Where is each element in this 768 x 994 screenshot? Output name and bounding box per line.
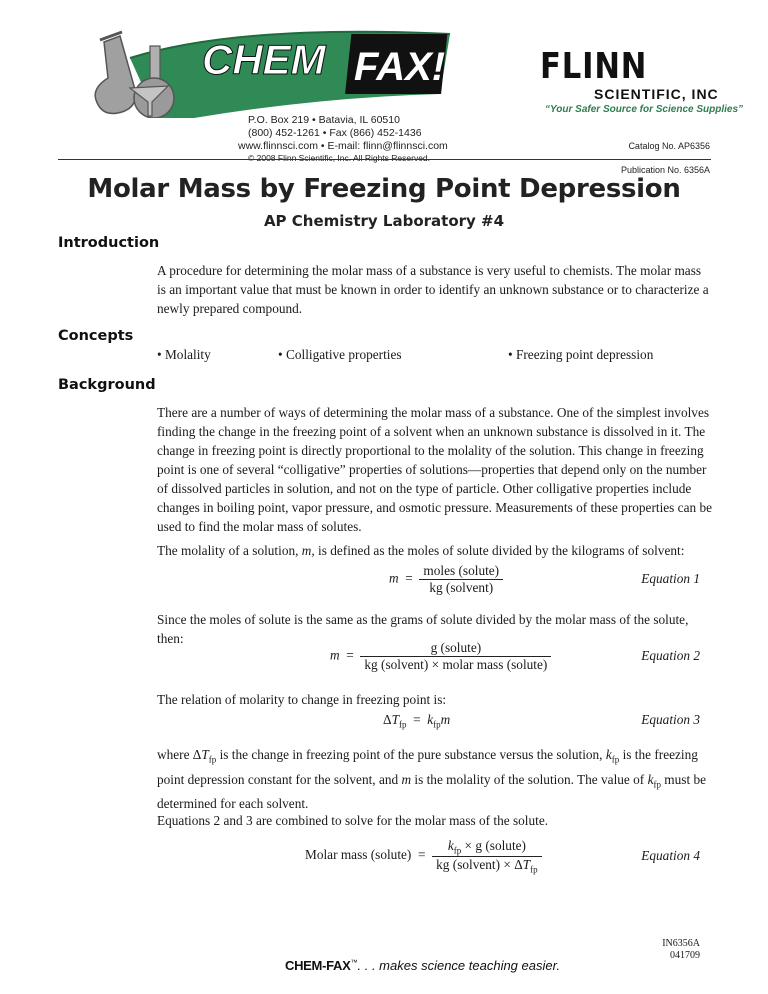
introduction-text: A procedure for determining the molar mass of a substance is very useful to chemists. The molar mass is an important value that must be known in order to identify an unknown substance or to characterize a newly prepared compound.: [157, 263, 709, 316]
equation-3-label: Equation 3: [641, 712, 700, 727]
footer-document-code: IN6356A 041709: [662, 938, 700, 961]
concept-item-freezing-point: • Freezing point depression: [508, 347, 654, 362]
publication-number: Publication No. 6356A: [620, 165, 710, 175]
svg-text:FAX!: FAX!: [354, 45, 446, 89]
copyright-line: © 2008 Flinn Scientific, Inc. All Rights Reserved.: [248, 153, 431, 163]
equation-1-label: Equation 1: [641, 571, 700, 586]
page-title: Molar Mass by Freezing Point Depression: [87, 174, 681, 204]
equation-4: Molar mass (solute) = $\frac{k_{fp} \times g (solute)}{kg (solvent) \times \Delta T_{fp}}$: [305, 838, 542, 874]
header-divider: [58, 159, 711, 160]
catalog-number: Catalog No. AP6356: [628, 141, 710, 151]
concept-item-colligative: • Colligative properties: [278, 347, 402, 362]
company-subtitle: SCIENTIFIC, INC: [594, 86, 719, 102]
background-paragraph-2: The molality of a solution, m, is defined as the moles of solute divided by the kilograms of solvent:: [157, 543, 685, 558]
web-line: www.flinnsci.com • E-mail: flinn@flinnsci.com: [238, 140, 448, 152]
chem-fax-logo: [90, 28, 520, 118]
background-paragraph-5: where $\Delta T_{fp}$ is the change in freezing point of the pure substance versus the solution, $k_{fp}$ is the freezing point depression constant for the solvent, and m is the molality of the solution. The value of $k_{fp}$ must be determined for each solvent.: [157, 747, 707, 812]
equation-2: m = $\frac{\text{g (solute)}}{\text{kg (solvent) × molar mass (solute)}}$: [330, 640, 551, 673]
concept-item-molality: • Molality: [157, 347, 211, 362]
concepts-heading: Concepts: [58, 328, 134, 344]
page-subtitle: AP Chemistry Laboratory #4: [263, 212, 505, 230]
equation-2-label: Equation 2: [641, 648, 700, 663]
company-tagline: “Your Safer Source for Science Supplies”: [545, 104, 744, 115]
address-line: P.O. Box 219 • Batavia, IL 60510: [248, 114, 400, 126]
footer-brand: CHEM-FAX™. . . makes science teaching easier.: [285, 958, 561, 973]
background-paragraph-1: There are a number of ways of determining the molar mass of a substance. One of the simplest involves finding the change in the freezing point of a solvent when an unknown substance is dissolved in it. The change in freezing point is directly proportional to the molality of the solution. This change in freezing point is one of several “colligative” properties of solutions—properties that depend only on the number of dissolved particles in solution, and not on the type of particle. Other colligative properties include changes in boiling point, vapor pressure, and osmotic pressure. Measurements of these properties can be used to find the molar mass of solutes.: [157, 405, 712, 534]
svg-text:CHEM: CHEM: [202, 36, 326, 83]
flask-icon: [95, 32, 135, 114]
equation-3: $\Delta T_{fp} = k_{fp}m$: [383, 712, 451, 730]
equation-1: m = $\frac{\text{moles (solute)}}{\text{kg (solvent)}}$: [389, 563, 503, 596]
background-paragraph-6: Equations 2 and 3 are combined to solve for the molar mass of the solute.: [157, 813, 549, 828]
company-logo-text: FLINN: [540, 46, 648, 87]
equation-4-label: Equation 4: [641, 848, 700, 863]
background-heading: Background: [58, 377, 156, 393]
background-paragraph-3: Since the moles of solute is the same as the grams of solute divided by the molar mass of the solute, then:: [157, 612, 689, 646]
background-paragraph-4: The relation of molarity to change in freezing point is:: [157, 692, 447, 707]
phone-line: (800) 452-1261 • Fax (866) 452-1436: [248, 127, 422, 139]
introduction-heading: Introduction: [58, 235, 160, 251]
